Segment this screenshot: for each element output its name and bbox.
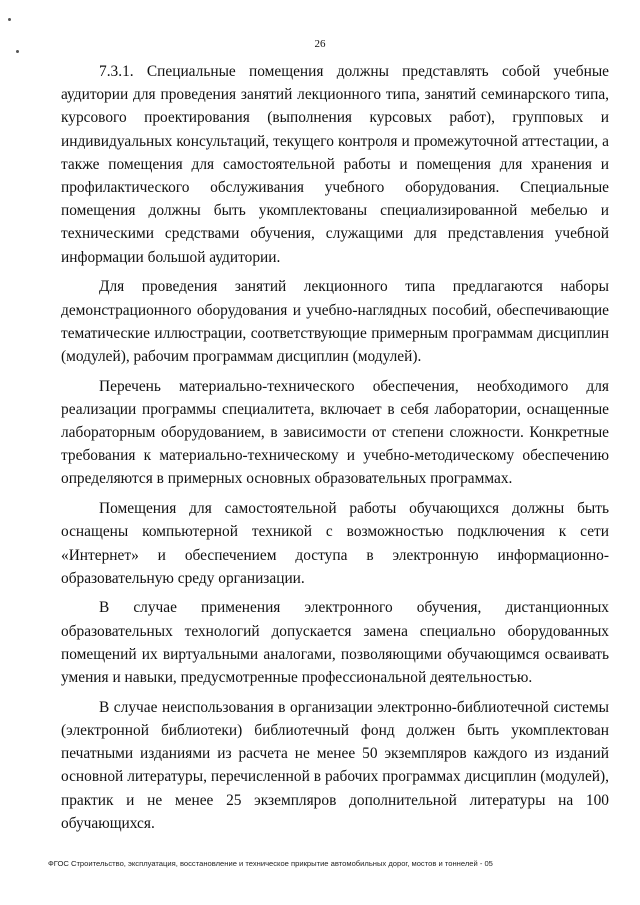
paragraph-library-fund: В случае неиспользования в организации электронно-библиотечной системы (электронной библиотеки) библиотечный фонд должен быть укомплектован печатными изданиями из расчета не менее 50 экземпляров каждого из изданий основной литературы, перечисленной в рабочих программах дисциплин (модулей), практик и не менее 25 экземпляров дополнительной литературы на 100 обучающихся. bbox=[61, 698, 609, 832]
document-body bbox=[61, 60, 609, 842]
paragraph-e-learning: В случае применения электронного обучения, дистанционных образовательных технологий допускается замена специально оборудованных помещений их виртуальными аналогами, позволяющими обучающимся осваивать умения и навыки, предусмотренные профессиональной деятельностью. bbox=[61, 599, 609, 687]
page-number: 26 bbox=[314, 38, 326, 50]
scan-mark bbox=[16, 50, 19, 53]
paragraph-lecture-equipment: Для проведения занятий лекционного типа предлагаются наборы демонстрационного оборудования и учебно-наглядных пособий, обеспечивающие тематические иллюстрации, соответствующие примерным программам дисциплин (модулей), рабочим программам дисциплин (модулей). bbox=[61, 278, 609, 365]
paragraph-special-rooms: 7.3.1. Специальные помещения должны представлять собой учебные аудитории для проведения занятий лекционного типа, занятий семинарского типа, курсового проектирования (выполнения курсовых работ), групповых и индивидуальных консультаций, текущего контроля и промежуточной аттестации, а также помещения для самостоятельной работы и помещения для хранения и профилактического обслуживания учебного оборудования. Специальные помещения должны быть укомплектованы специализированной мебелью и техническими средствами обучения, служащими для представления учебной информации большой аудитории. bbox=[61, 63, 609, 266]
scan-mark bbox=[8, 18, 11, 21]
page-footer: ФГОС Строительство, эксплуатация, восстановление и техническое прикрытие автомобильных дорог, мостов и тоннелей - 05 bbox=[48, 859, 493, 868]
paragraph-self-study-rooms: Помещения для самостоятельной работы обучающихся должны быть оснащены компьютерной техникой с возможностью подключения к сети «Интернет» и обеспечением доступа в электронную информационно-образовательную среду организации. bbox=[61, 500, 609, 587]
paragraph-material-support: Перечень материально-технического обеспечения, необходимого для реализации программы специалитета, включает в себя лаборатории, оснащенные лабораторным оборудованием, в зависимости от степени сложности. Конкретные требования к материально-техническому и учебно-методическому обеспечению определяются в примерных основных образовательных программах. bbox=[61, 377, 609, 488]
